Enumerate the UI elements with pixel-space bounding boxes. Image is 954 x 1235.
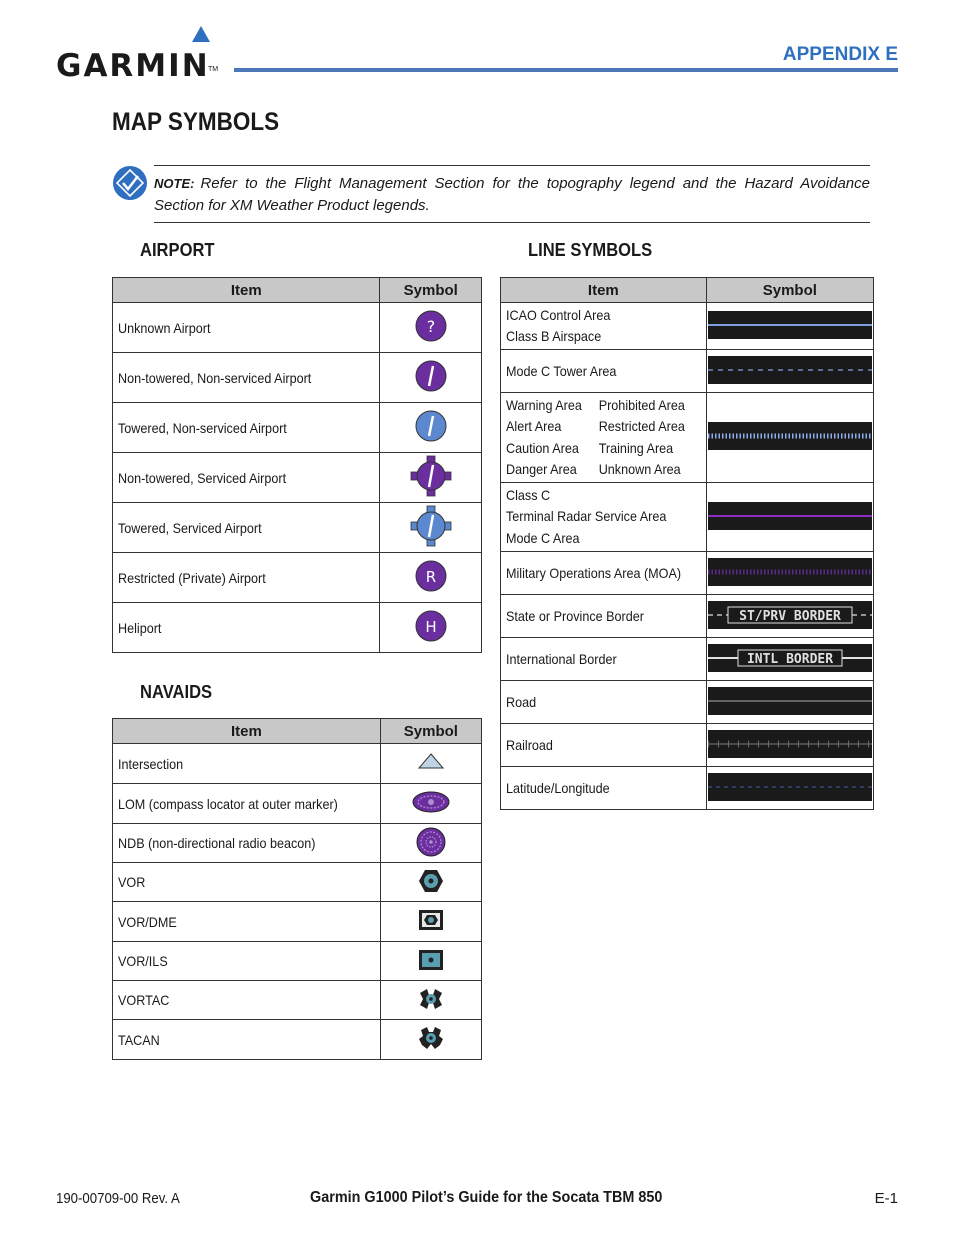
- row-item-line: Caution Area: [506, 439, 579, 456]
- vor-dme-icon: [418, 909, 444, 931]
- row-item-label: Road: [506, 694, 537, 710]
- row-item-line: Restricted Area: [598, 418, 685, 434]
- intl-border-line-icon: [708, 644, 872, 672]
- table-row: [113, 784, 482, 824]
- table-row: [113, 503, 482, 553]
- row-item-line: Danger Area: [506, 461, 577, 477]
- note-check-icon: [113, 166, 147, 200]
- row-item-label: LOM (compass locator at outer marker): [118, 795, 338, 812]
- logo-triangle-icon: [192, 26, 210, 42]
- table-header-row: [113, 719, 482, 744]
- vortac-icon: [417, 987, 445, 1011]
- table-row: [113, 744, 482, 784]
- row-item-label: Military Operations Area (MOA): [506, 565, 682, 581]
- table-row: [501, 681, 874, 724]
- row-item-line: Unknown Area: [598, 461, 681, 477]
- lat-lon-line-icon: [708, 773, 872, 801]
- col-item-header: Item: [501, 278, 707, 303]
- page-title: MAP SYMBOLS: [112, 108, 280, 136]
- table-row: [501, 483, 874, 552]
- railroad-line-icon: [708, 730, 872, 758]
- table-header-row: [113, 278, 482, 303]
- table-row: [113, 353, 482, 403]
- appendix-label: APPENDIX E: [782, 44, 898, 65]
- non-towered-non-serviced-airport-icon: [411, 356, 451, 396]
- row-item-label: Intersection: [118, 755, 184, 772]
- row-item-line: Class B Airspace: [506, 328, 602, 344]
- col-item-header: Item: [113, 719, 381, 744]
- icao-control-area-line-icon: [708, 311, 872, 339]
- doc-title: Garmin G1000 Pilot’s Guide for the Socata TBM 850: [310, 1189, 663, 1206]
- col-symbol-header: Symbol: [380, 278, 482, 303]
- state-border-label: ST/PRV BORDER: [738, 608, 841, 624]
- row-item-label: [506, 395, 686, 481]
- navaids-table: [112, 718, 482, 1060]
- row-item-label: Railroad: [506, 737, 553, 753]
- note-label: NOTE:: [154, 176, 195, 191]
- row-item-label: Towered, Serviced Airport: [118, 519, 262, 536]
- row-item-line: Mode C Area: [506, 529, 580, 546]
- note-box: [154, 165, 870, 223]
- heliport-glyph: H: [425, 618, 437, 636]
- table-row: [113, 553, 482, 603]
- row-item-label: VOR: [118, 874, 146, 890]
- towered-serviced-airport-icon: [408, 503, 454, 549]
- table-row: [113, 824, 482, 863]
- row-item-label: State or Province Border: [506, 608, 644, 624]
- lom-icon: [411, 789, 451, 815]
- class-c-line-icon: [708, 502, 872, 530]
- table-row: [113, 981, 482, 1020]
- table-row: [501, 552, 874, 595]
- row-item-label: [506, 305, 610, 348]
- note-text: Refer to the Flight Management Section for the topography legend and the Hazard Avoidance Section for XM Weather Product legends.: [154, 175, 870, 214]
- table-row: [113, 453, 482, 503]
- row-item-label: VORTAC: [118, 992, 170, 1008]
- col-symbol-header: Symbol: [380, 719, 481, 744]
- table-row: [113, 863, 482, 902]
- row-item-line: Prohibited Area: [598, 396, 685, 413]
- table-row: [501, 638, 874, 681]
- mode-c-tower-area-line-icon: [708, 356, 872, 384]
- row-item-label: Restricted (Private) Airport: [118, 569, 266, 586]
- logo-text: GARMIN: [56, 48, 210, 84]
- row-item-label: VOR/DME: [118, 913, 177, 930]
- line-symbols-table: [500, 277, 874, 810]
- vor-icon: [417, 867, 445, 895]
- table-row: [501, 767, 874, 810]
- logo-trademark: TM: [208, 66, 219, 73]
- row-item-line: Alert Area: [506, 418, 562, 434]
- garmin-logo: [56, 26, 221, 84]
- special-use-area-line-icon: [708, 422, 872, 450]
- navaids-heading: NAVAIDS: [140, 682, 213, 702]
- vor-ils-icon: [418, 949, 444, 971]
- row-item-label: Towered, Non-serviced Airport: [118, 419, 287, 436]
- road-line-icon: [708, 687, 872, 715]
- header-rule: [234, 68, 898, 72]
- airport-heading: AIRPORT: [140, 240, 215, 260]
- restricted-glyph: R: [425, 568, 436, 586]
- doc-number: 190-00709-00 Rev. A: [56, 1190, 180, 1207]
- table-row: [501, 303, 874, 350]
- airport-table: [112, 277, 482, 653]
- table-row: [113, 603, 482, 653]
- restricted-airport-icon: [411, 556, 451, 596]
- table-row: [113, 902, 482, 942]
- line-symbols-heading: LINE SYMBOLS: [528, 240, 653, 260]
- towered-non-serviced-airport-icon: [411, 406, 451, 446]
- row-item-label: Unknown Airport: [118, 319, 211, 336]
- table-row: [501, 393, 874, 483]
- table-row: [501, 350, 874, 393]
- row-item-line: Warning Area: [506, 396, 582, 413]
- table-row: [113, 1020, 482, 1060]
- tacan-icon: [417, 1025, 445, 1051]
- moa-line-icon: [708, 558, 872, 586]
- col-symbol-header: Symbol: [706, 278, 873, 303]
- row-item-label: Mode C Tower Area: [506, 363, 617, 379]
- row-item-label: Latitude/Longitude: [506, 780, 610, 796]
- row-item-label: Non-towered, Serviced Airport: [118, 469, 287, 486]
- row-item-label: TACAN: [118, 1031, 160, 1048]
- row-item-label: NDB (non-directional radio beacon): [118, 835, 316, 851]
- row-item-line: Class C: [506, 486, 551, 503]
- row-item-line: Terminal Radar Service Area: [506, 508, 667, 525]
- row-item-label: Non-towered, Non-serviced Airport: [118, 369, 312, 386]
- page-number: E-1: [874, 1190, 898, 1207]
- row-item-label: Heliport: [118, 619, 162, 636]
- table-row: [113, 942, 482, 981]
- table-row: [113, 303, 482, 353]
- row-item-line: ICAO Control Area: [506, 306, 611, 323]
- intersection-icon: [416, 751, 446, 773]
- table-row: [501, 724, 874, 767]
- state-border-line-icon: [708, 601, 872, 629]
- table-header-row: [501, 278, 874, 303]
- row-item-line: Training Area: [598, 439, 674, 456]
- non-towered-serviced-airport-icon: [408, 453, 454, 499]
- row-item-label: VOR/ILS: [118, 953, 168, 969]
- unknown-glyph: ?: [426, 317, 435, 336]
- ndb-icon: [415, 826, 447, 858]
- row-item-label: International Border: [506, 651, 617, 667]
- table-row: [113, 403, 482, 453]
- row-item-label: [506, 485, 666, 550]
- table-row: [501, 595, 874, 638]
- heliport-icon: [411, 606, 451, 646]
- intl-border-label: INTL BORDER: [746, 651, 833, 667]
- unknown-airport-icon: [411, 306, 451, 346]
- col-item-header: Item: [113, 278, 380, 303]
